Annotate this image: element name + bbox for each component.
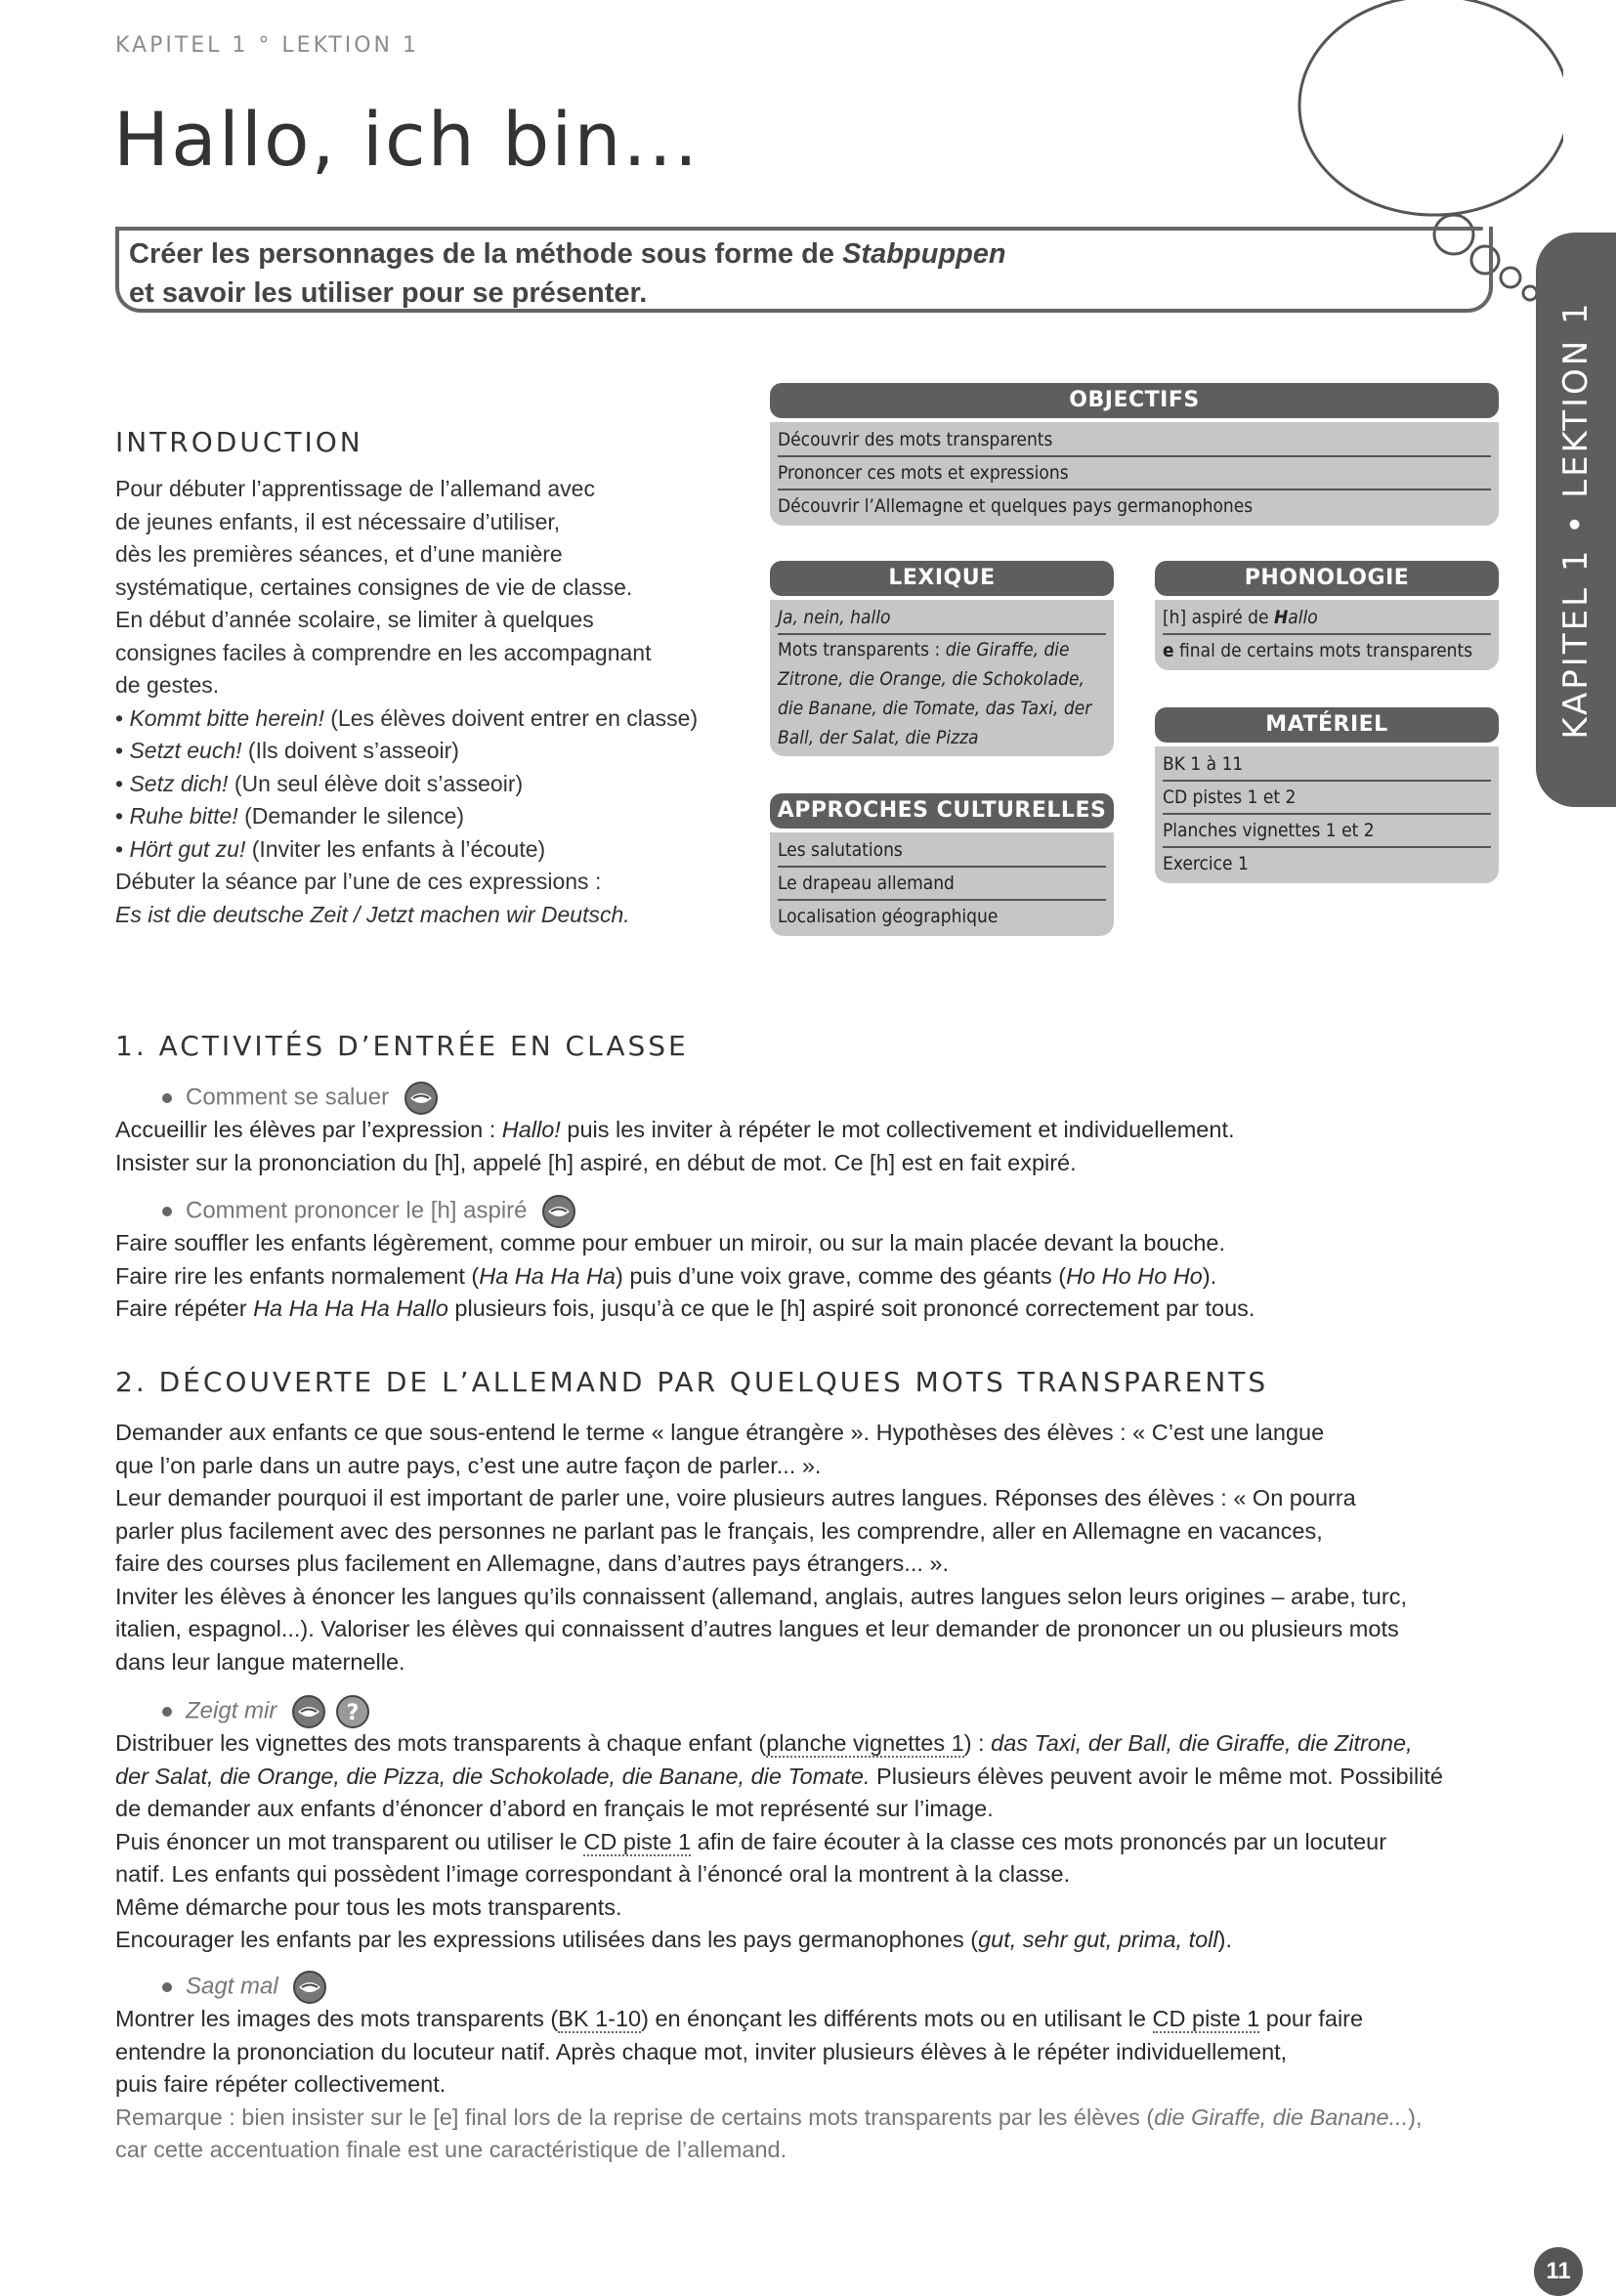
phonologie-title: PHONOLOGIE — [1155, 561, 1499, 596]
reference-link: CD piste 1 — [583, 1828, 692, 1854]
paragraph: Accueillir les élèves par l’expression : Hallo! puis les inviter à répéter le mot collectivement et individuellement. — [115, 1117, 1235, 1142]
paragraph: Encourager les enfants par les expressions utilisées dans les pays germanophones (gut, sehr gut, prima, toll). — [115, 1927, 1232, 1952]
approches-item: Localisation géographique — [778, 906, 999, 927]
paragraph: parler plus facilement avec des personnes ne parlant pas le français, les comprendre, aller en Allemagne en vacances, — [115, 1517, 1323, 1544]
intro-text — [115, 473, 741, 931]
section1-heading: 1. ACTIVITÉS D’ENTRÉE EN CLASSE — [115, 1030, 689, 1062]
section2-heading: 2. DÉCOUVERTE DE L’ALLEMAND PAR QUELQUES MOTS TRANSPARENTS — [115, 1366, 1269, 1398]
intro-closing-italic: Es ist die deutsche Zeit / Jetzt machen wir Deutsch. — [115, 901, 630, 927]
materiel-box — [1155, 707, 1499, 883]
objectifs-box — [770, 383, 1499, 526]
objectifs-list — [770, 422, 1499, 526]
paragraph: Inviter les élèves à énoncer les langues qu’ils connaissent (allemand, anglais, autres langues selon leurs origines – arabe, turc, — [115, 1583, 1407, 1609]
speak-icon — [541, 1194, 576, 1229]
materiel-item: Exercice 1 — [1163, 853, 1249, 874]
sagt-mal-text — [115, 2003, 1512, 2167]
intro-line: Pour débuter l’apprentissage de l’allemand avec — [115, 476, 595, 501]
reference-link: BK 1-10 — [558, 2006, 642, 2031]
svg-text:?: ? — [346, 1701, 360, 1725]
materiel-item: BK 1 à 11 — [1163, 748, 1491, 782]
goal-frame-top — [115, 227, 1483, 231]
intro-bullet: • Kommt bitte herein! (Les élèves doivent entrer en classe) — [115, 704, 699, 731]
approches-title: APPROCHES CULTURELLES — [770, 793, 1114, 829]
intro-closing: Débuter la séance par l’une de ces expressions : — [115, 869, 602, 894]
paragraph: Faire rire les enfants normalement (Ha Ha Ha Ha) puis d’une voix grave, comme des géants (Ho Ho Ho Ho). — [115, 1262, 1217, 1289]
chapter-label: KAPITEL 1 ° LEKTION 1 — [115, 33, 419, 58]
reference-link: CD piste 1 — [1152, 2006, 1260, 2031]
paragraph: Montrer les images des mots transparents (BK 1-10) en énonçant les différents mots ou en utilisant le CD piste 1 pour faire — [115, 2006, 1364, 2031]
paragraph: de demander aux enfants d’énoncer d’abord en français le mot représenté sur l’image. — [115, 1796, 994, 1821]
lexique-item: Ja, nein, hallo — [778, 602, 1106, 635]
paragraph: Distribuer les vignettes des mots transparents à chaque enfant (planche vignettes 1) : das Taxi, der Ball, die Giraffe, die Zitrone, — [115, 1730, 1413, 1756]
subsection-label: Comment se saluer — [186, 1084, 390, 1111]
goal-line1-italic: Stabpuppen — [842, 238, 1006, 270]
paragraph: Faire souffler les enfants légèrement, comme pour embuer un miroir, ou sur la main placée devant la bouche. — [115, 1230, 1225, 1255]
objectifs-title: OBJECTIFS — [770, 383, 1499, 418]
approches-box — [770, 793, 1114, 936]
goal-line1: Créer les personnages de la méthode sous forme de — [129, 238, 843, 270]
paragraph: Leur demander pourquoi il est important de parler une, voire plusieurs autres langues. Réponses des élèves : « On pourra — [115, 1485, 1356, 1510]
subsection-label: Zeigt mir — [186, 1697, 277, 1724]
paragraph: Puis énoncer un mot transparent ou utiliser le CD piste 1 afin de faire écouter à la classe ces mots prononcés par un locuteur — [115, 1828, 1387, 1854]
phonologie-item: [h] aspiré de Hallo — [1163, 602, 1491, 635]
paragraph: Faire répéter Ha Ha Ha Ha Hallo plusieurs fois, jusqu’à ce que le [h] aspiré soit prononcé correctement par tous. — [115, 1296, 1255, 1321]
speak-icon — [404, 1081, 439, 1116]
section1-text1 — [115, 1114, 1503, 1179]
intro-heading: INTRODUCTION — [115, 426, 363, 458]
lexique-box — [770, 561, 1114, 756]
lexique-list — [770, 600, 1114, 756]
paragraph: Demander aux enfants ce que sous-entend le terme « langue étrangère ». Hypothèses des élèves : « C’est une langue — [115, 1420, 1325, 1445]
page-title: Hallo, ich bin... — [113, 96, 700, 183]
remark: Remarque : bien insister sur le [e] final lors de la reprise de certains mots transparents par les élèves (die Giraffe, die Banane...), — [115, 2104, 1423, 2130]
bullet-dot — [162, 1707, 172, 1717]
subsection-bullet — [162, 1694, 370, 1729]
materiel-item: CD pistes 1 et 2 — [1163, 782, 1491, 815]
intro-line: de gestes. — [115, 672, 220, 698]
paragraph: natif. Les enfants qui possèdent l’image correspondant à l’énoncé oral la montrent à la classe. — [115, 1861, 1071, 1887]
phonologie-box — [1155, 561, 1499, 670]
paragraph: italien, espagnol...). Valoriser les élèves qui connaissent d’autres langues et leur demander de prononcer un ou plusieurs mots — [115, 1616, 1399, 1641]
bullet-dot — [162, 1093, 172, 1103]
approches-item: Les salutations — [778, 834, 1106, 868]
paragraph: puis faire répéter collectivement. — [115, 2071, 447, 2097]
remark: car cette accentuation finale est une caractéristique de l’allemand. — [115, 2137, 787, 2162]
phonologie-list — [1155, 600, 1499, 670]
subsection-bullet — [162, 1081, 439, 1116]
intro-bullet: • Setzt euch! (Ils doivent s’asseoir) — [115, 738, 459, 763]
side-tab-label: KAPITEL 1 • LEKTION 1 — [1556, 300, 1595, 740]
materiel-item: Planches vignettes 1 et 2 — [1163, 815, 1491, 848]
approches-item: Le drapeau allemand — [778, 868, 1106, 901]
subsection-bullet — [162, 1194, 576, 1229]
lexique-title: LEXIQUE — [770, 561, 1114, 596]
paragraph: Même démarche pour tous les mots transparents. — [115, 1893, 622, 1920]
bullet-dot — [162, 1982, 172, 1992]
subsection-label: Comment prononcer le [h] aspiré — [186, 1197, 528, 1224]
objectif-item: Prononcer ces mots et expressions — [778, 457, 1491, 490]
reference-link: planche vignettes 1 — [766, 1730, 964, 1756]
goal-line2: et savoir les utiliser pour se présenter. — [129, 277, 648, 309]
phonologie-item: e final de certains mots transparents — [1163, 640, 1473, 661]
paragraph: der Salat, die Orange, die Pizza, die Schokolade, die Banane, die Tomate. Plusieurs élèves peuvent avoir le même mot. Possibilité — [115, 1763, 1443, 1789]
zeigt-mir-text — [115, 1727, 1512, 1957]
intro-line: consignes faciles à comprendre en les accompagnant — [115, 639, 652, 665]
section1-text2 — [115, 1227, 1503, 1326]
page-number: 11 — [1534, 2247, 1583, 2296]
chapter-side-tab — [1536, 233, 1616, 807]
section2-intro — [115, 1417, 1512, 1679]
intro-bullet: • Hört gut zu! (Inviter les enfants à l’écoute) — [115, 835, 546, 862]
paragraph: dans leur langue maternelle. — [115, 1648, 405, 1675]
intro-line: En début d’année scolaire, se limiter à quelques — [115, 607, 594, 632]
speak-icon — [291, 1694, 326, 1729]
bullet-dot — [162, 1207, 172, 1216]
intro-line: dès les premières séances, et d’une manière — [115, 541, 563, 567]
speak-icon — [292, 1970, 327, 2005]
paragraph: que l’on parle dans un autre pays, c’est une autre façon de parler... ». — [115, 1452, 822, 1478]
subsection-label: Sagt mal — [186, 1973, 278, 2000]
question-icon — [335, 1694, 370, 1729]
lesson-goal — [129, 234, 1006, 313]
paragraph: Insister sur la prononciation du [h], appelé [h] aspiré, en début de mot. Ce [h] est en fait expiré. — [115, 1149, 1077, 1175]
intro-bullet: • Ruhe bitte! (Demander le silence) — [115, 803, 465, 829]
paragraph: entendre la prononciation du locuteur natif. Après chaque mot, inviter plusieurs élèves à le répéter individuellement, — [115, 2038, 1288, 2064]
lexique-item: Mots transparents : die Giraffe, die Zitrone, die Orange, die Schokolade, die Banane, die Tomate, das Taxi, der Ball, der Salat, die Pizza — [778, 639, 1092, 748]
objectif-item: Découvrir des mots transparents — [778, 424, 1491, 457]
intro-line: systématique, certaines consignes de vie de classe. — [115, 574, 633, 600]
intro-bullet: • Setz dich! (Un seul élève doit s’asseoir) — [115, 770, 524, 796]
paragraph: faire des courses plus facilement en Allemagne, dans d’autres pays étrangers... ». — [115, 1551, 949, 1576]
materiel-title: MATÉRIEL — [1155, 707, 1499, 743]
objectif-item: Découvrir l’Allemagne et quelques pays germanophones — [778, 495, 1254, 517]
subsection-bullet — [162, 1970, 327, 2005]
approches-list — [770, 832, 1114, 936]
intro-line: de jeunes enfants, il est nécessaire d’utiliser, — [115, 508, 561, 534]
materiel-list — [1155, 746, 1499, 883]
